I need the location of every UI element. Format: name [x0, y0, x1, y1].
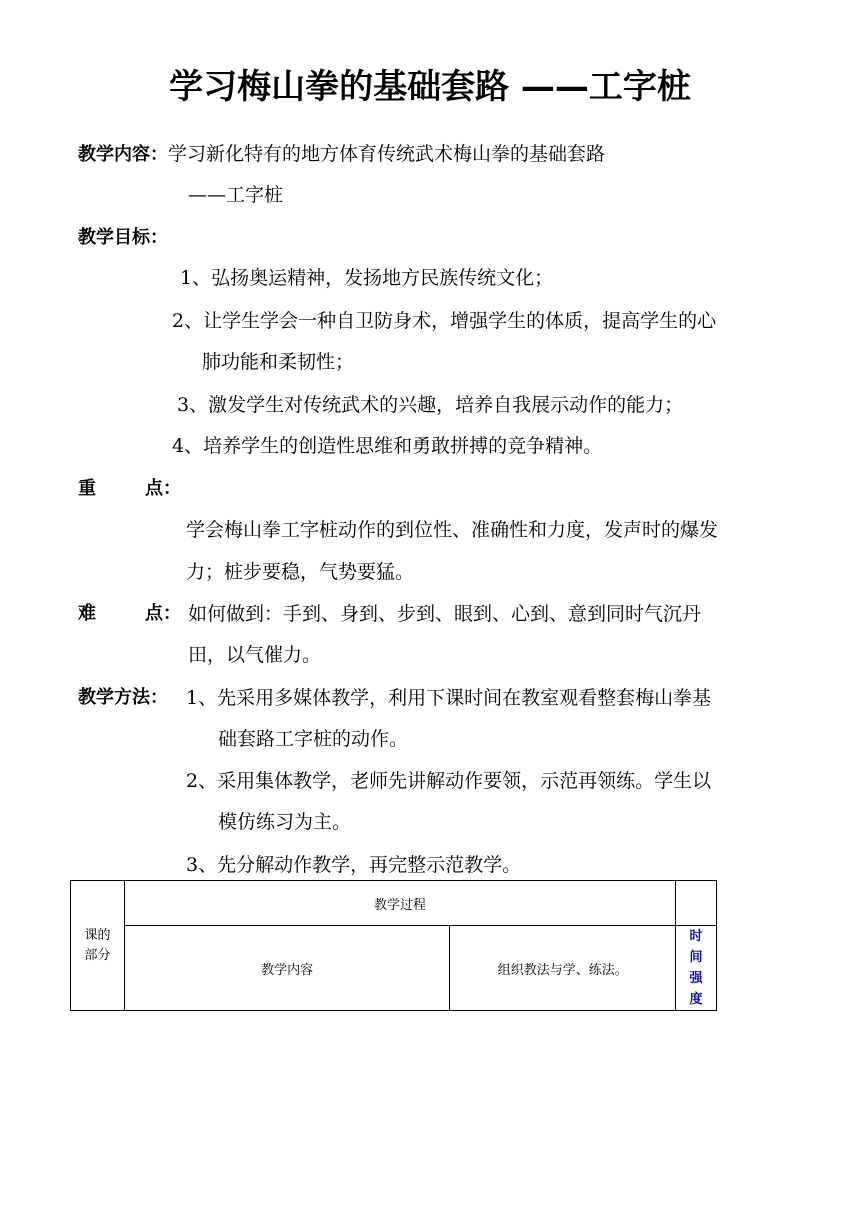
key-points-label-char1: 重 [78, 478, 96, 499]
goal-item-2-cont: 肺功能和柔韧性； [202, 351, 355, 373]
difficulty-line2: 田，以气催力。 [188, 644, 322, 666]
key-points-line2: 力；桩步要稳，气势要猛。 [186, 561, 415, 583]
content-text-line1: 学习新化特有的地方体育传统武术梅山拳的基础套路 [168, 143, 606, 165]
goal-item-1: 1、弘扬奥运精神，发扬地方民族传统文化； [180, 267, 554, 289]
part-header-cell [71, 881, 125, 1011]
time-header-cell [676, 926, 717, 1011]
content-row [78, 140, 605, 169]
key-points-line1: 学会梅山拳工字桩动作的到位性、准确性和力度，发声时的爆发 [186, 519, 719, 541]
content-label: 教学内容： [78, 144, 168, 165]
methods-label: 教学方法： [78, 687, 168, 708]
difficulty-label-char1: 难 [78, 603, 96, 624]
method-line-2-cont: 模仿练习为主。 [218, 811, 352, 833]
time-header: 时间强度 [689, 929, 703, 1007]
method-header: 组织教法与学、练法。 [450, 926, 676, 1011]
process-header-blank [676, 881, 717, 926]
method-line-3: 3、先分解动作教学，再完整示范教学。 [186, 854, 522, 876]
goal-item-4: 4、培养学生的创造性思维和勇敢拼搏的竞争精神。 [172, 435, 603, 457]
method-line-1: 1、先采用多媒体教学，利用下课时间在教室观看整套梅山拳基 [186, 687, 712, 709]
content-header: 教学内容 [124, 926, 449, 1011]
teaching-process-table [70, 880, 717, 1011]
difficulty-line1: 如何做到：手到、身到、步到、眼到、心到、意到同时气沉丹 [188, 603, 702, 625]
content-text-line2: ——工字桩 [188, 184, 284, 206]
difficulty-label-char2: 点： [145, 603, 181, 624]
method-line-2: 2、采用集体教学，老师先讲解动作要领，示范再领练。学生以 [186, 770, 712, 792]
page-title: 学习梅山拳的基础套路 ——工字桩 [169, 67, 691, 107]
part-header: 课的部分 [84, 927, 111, 963]
method-line-1-cont: 础套路工字桩的动作。 [218, 728, 409, 750]
goal-item-2: 2、让学生学会一种自卫防身术，增强学生的体质，提高学生的心 [172, 310, 717, 332]
key-points-label-char2: 点： [145, 478, 181, 499]
goal-item-3: 3、激发学生对传统武术的兴趣，培养自我展示动作的能力； [177, 394, 684, 416]
process-header: 教学过程 [124, 881, 675, 926]
goals-label: 教学目标： [78, 227, 168, 248]
